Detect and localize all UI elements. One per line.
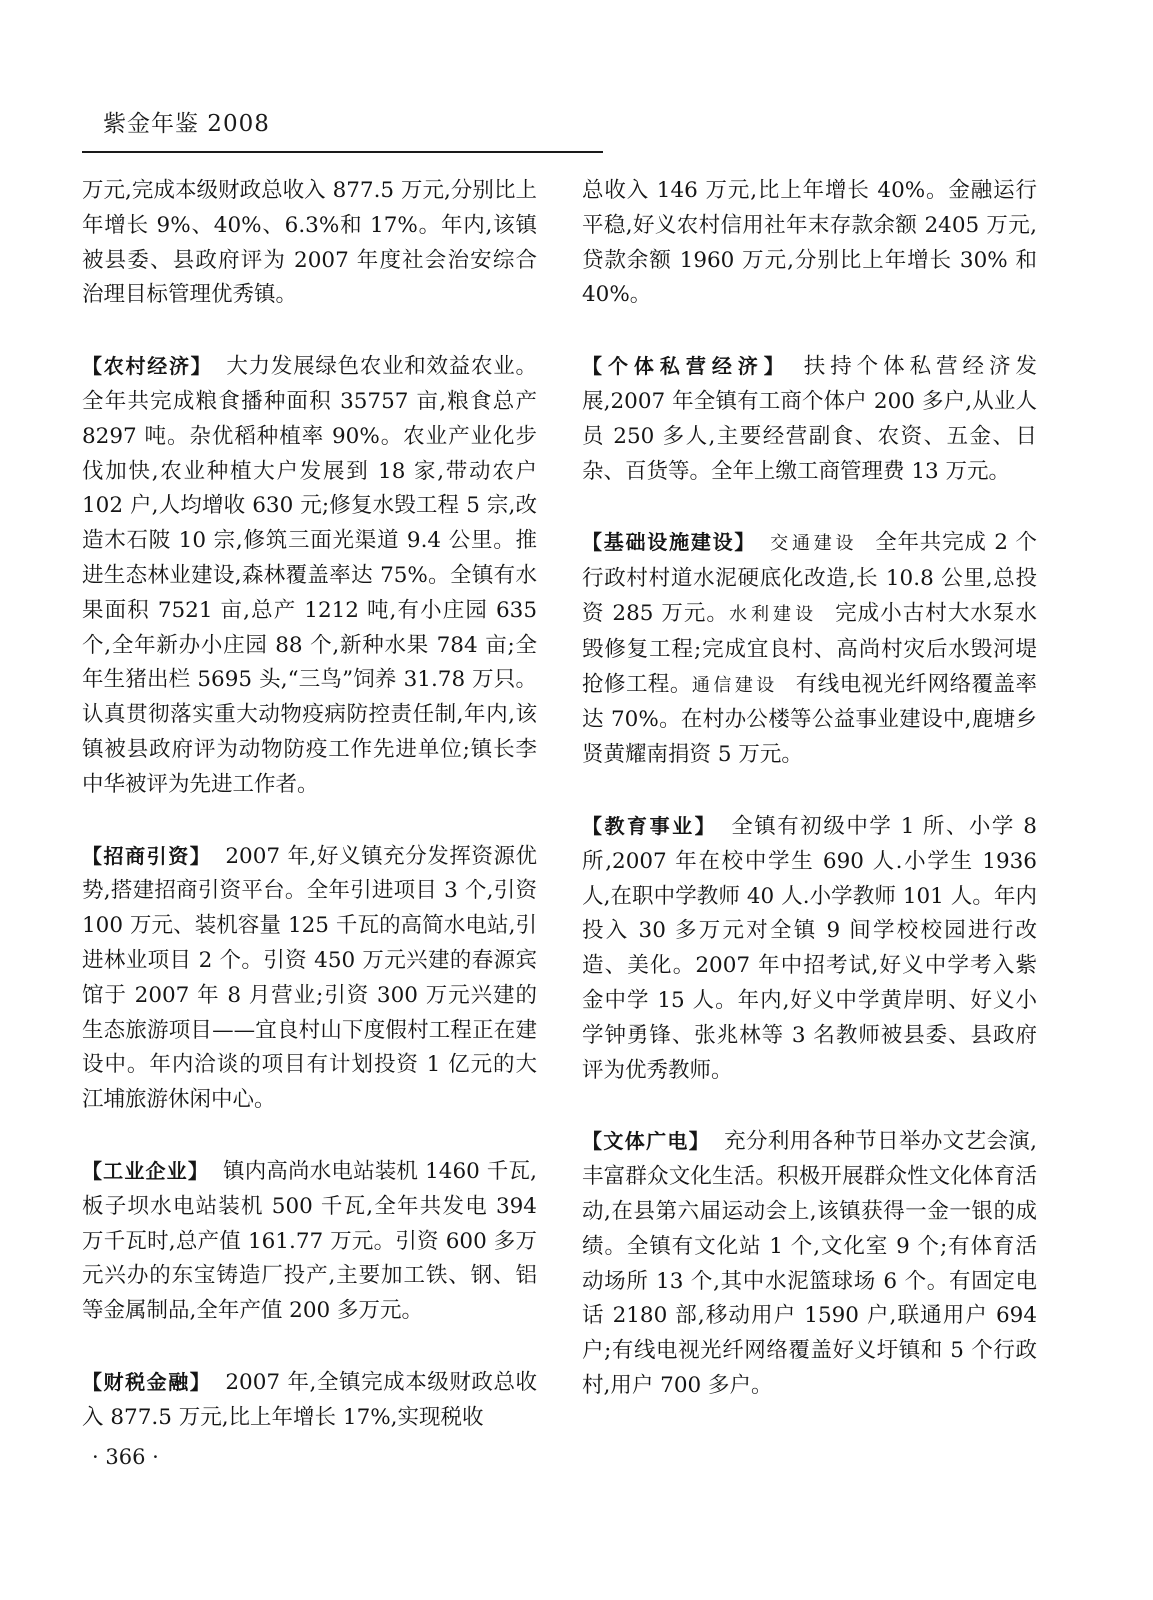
subsection-title: 交通建设 xyxy=(770,533,858,555)
left-column xyxy=(82,174,537,1472)
section-title: 【农村经济】 xyxy=(82,354,213,379)
section-body: 大力发展绿色农业和效益农业。全年共完成粮食播种面积 35757 亩,粮食总产 8297 吨。杂优稻种植率 90%。农业产业化步伐加快,农业种植大户发展到 18 家,带动农户 102 户,人均增收 630 元;修复水毁工程 5 宗,改造木石陂 10 宗,修筑三面光渠道 9.4 公里。推进生态林业建设,森林覆盖率达 75%。全镇有水果面积 7521 亩,总产 1212 吨,有小庄园 635 个,全年新办小庄园 88 个,新种水果 784 亩;全年生猪出栏 5695 头,“三鸟”饲养 31.78 万只。认真贯彻落实重大动物疫病防控责任制,年内,该镇被县政府评为动物防疫工作先进单位;镇长李中华被评为先进工作者。 xyxy=(82,354,537,797)
section-title: 【个体私营经济】 xyxy=(582,354,790,379)
subsection-body: 有线电视光纤网络覆盖率达 70%。在村办公楼等公益事业建设中,鹿塘乡贤黄耀南捐资 5 万元。 xyxy=(582,671,1037,768)
section-industry xyxy=(82,1154,537,1329)
section-body: 2007 年,好义镇充分发挥资源优势,搭建招商引资平台。全年引进项目 3 个,引资 100 万元、装机容量 125 千瓦的高简水电站,引进林业项目 2 个。引资 450 万元兴建的春源宾馆于 2007 年 8 月营业;引资 300 万元兴建的生态旅游项目——宜良村山下度假村工程正在建设中。年内洽谈的项目有计划投资 1 亿元的大江埔旅游休闲中心。 xyxy=(82,843,538,1113)
section-rural-economy xyxy=(82,349,537,802)
section-body: 扶持个体私营经济发展,2007 年全镇有工商个体户 200 多户,从业人员 250 多人,主要经营副食、农资、五金、日杂、百货等。全年上缴工商管理费 13 万元。 xyxy=(582,354,1037,484)
section-education xyxy=(582,809,1037,1088)
section-title: 【招商引资】 xyxy=(82,843,212,868)
section-infrastructure xyxy=(582,525,1037,773)
section-finance xyxy=(82,1365,537,1436)
subsection-body: 完成小古村大水泵水毁修复工程;完成宜良村、高尚村灾后水毁河堤抢修工程。 xyxy=(582,600,1037,697)
section-body: 镇内高尚水电站装机 1460 千瓦,板子坝水电站装机 500 千瓦,全年共发电 394 万千瓦时,总产值 161.77 万元。引资 600 多万元兴办的东宝铸造厂投产,主要加工铁、钢、铝等金属制品,全年产值 200 多万元。 xyxy=(82,1158,537,1324)
section-investment xyxy=(82,839,537,1118)
page-number: · 366 · xyxy=(92,1445,159,1469)
right-column xyxy=(582,174,1037,1440)
header-rule xyxy=(82,151,603,153)
continuation-paragraph: 万元,完成本级财政总收入 877.5 万元,分别比上年增长 9%、40%、6.3%和 17%。年内,该镇被县委、县政府评为 2007 年度社会治安综合治理目标管理优秀镇。 xyxy=(82,178,537,308)
running-title: 紫金年鉴 2008 xyxy=(103,111,270,137)
section-private-economy xyxy=(582,349,1037,489)
section-title: 【文体广电】 xyxy=(582,1129,711,1154)
section-title: 【教育事业】 xyxy=(582,813,718,838)
section-title: 【财税金融】 xyxy=(82,1369,212,1394)
section-body: 充分利用各种节日举办文艺会演,丰富群众文化生活。积极开展群众性文化体育活动,在县第六届运动会上,该镇获得一金一银的成绩。全镇有文化站 1 个,文化室 9 个;有体育活动场所 13 个,其中水泥篮球场 6 个。有固定电话 2180 部,移动用户 1590 户,联通用户 694 户;有线电视光纤网络覆盖好义圩镇和 5 个行政村,用户 700 多户。 xyxy=(582,1129,1038,1398)
section-title: 【工业企业】 xyxy=(82,1158,210,1183)
section-body: 全镇有初级中学 1 所、小学 8 所,2007 年在校中学生 690 人.小学生 1936 人,在职中学教师 40 人.小学教师 101 人。年内投入 30 多万元对全镇 9 间学校校园进行改造、美化。2007 年中招考试,好义中学考入紫金中学 15 人。年内,好义中学黄岸明、好义小学钟勇锋、张兆林等 3 名教师被县委、县政府评为优秀教师。 xyxy=(582,813,1037,1083)
subsection-body: 全年共完成 2 个行政村村道水泥硬底化改造,长 10.8 公里,总投资 285 万元。 xyxy=(582,530,1038,626)
section-body: 2007 年,全镇完成本级财政总收入 877.5 万元,比上年增长 17%,实现税收 xyxy=(82,1369,538,1430)
section-culture xyxy=(582,1124,1037,1403)
subsection-title: 通信建设 xyxy=(691,674,778,696)
continuation-paragraph: 总收入 146 万元,比上年增长 40%。金融运行平稳,好义农村信用社年末存款余额 2405 万元,贷款余额 1960 万元,分别比上年增长 30% 和 40%。 xyxy=(582,178,1037,308)
section-title: 【基础设施建设】 xyxy=(582,530,757,555)
subsection-title: 水利建设 xyxy=(728,603,818,625)
